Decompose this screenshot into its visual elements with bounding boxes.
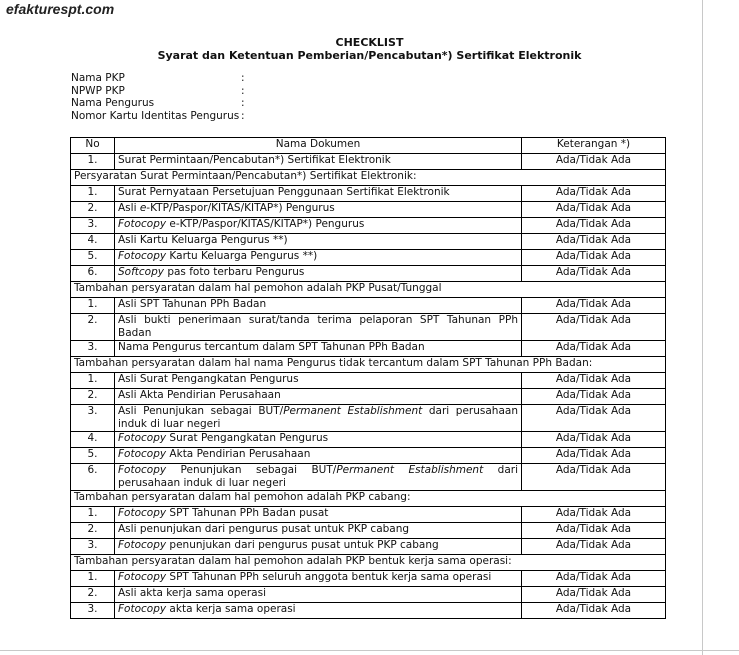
row-number: 2. — [71, 314, 115, 341]
row-document — [115, 389, 522, 405]
row-status: Ada/Tidak Ada — [522, 587, 666, 603]
row-document — [115, 432, 522, 448]
document-text-italic: Softcopy — [118, 266, 164, 278]
table-row — [71, 389, 666, 405]
document-text-italic: Fotocopy — [118, 603, 167, 615]
document-text-italic: Fotocopy — [118, 250, 167, 262]
document-text: Asli — [118, 202, 140, 214]
section-row — [71, 491, 666, 507]
table-row — [71, 603, 666, 619]
row-status: Ada/Tidak Ada — [522, 448, 666, 464]
row-status: Ada/Tidak Ada — [522, 507, 666, 523]
row-document — [115, 341, 522, 357]
row-number: 4. — [71, 234, 115, 250]
field-nomor-kartu — [71, 110, 271, 123]
document-text: Asli Surat Pengangkatan Pengurus — [118, 373, 299, 385]
row-status: Ada/Tidak Ada — [522, 298, 666, 314]
header-doc: Nama Dokumen — [115, 138, 522, 154]
row-document — [115, 603, 522, 619]
row-document — [115, 250, 522, 266]
document-text: SPT Tahunan PPh seluruh anggota bentuk kerja sama operasi — [166, 571, 492, 583]
row-document — [115, 507, 522, 523]
row-number: 1. — [71, 373, 115, 389]
table-row — [71, 218, 666, 234]
document-text-italic: Permanent Establishment — [336, 464, 484, 476]
field-colon: : — [241, 97, 245, 109]
table-row — [71, 587, 666, 603]
table-row — [71, 448, 666, 464]
row-status: Ada/Tidak Ada — [522, 539, 666, 555]
identity-fields — [71, 72, 271, 122]
field-label: Nama PKP — [71, 72, 125, 84]
row-status: Ada/Tidak Ada — [522, 389, 666, 405]
row-document — [115, 234, 522, 250]
row-status: Ada/Tidak Ada — [522, 314, 666, 341]
row-document — [115, 314, 522, 341]
field-label: Nama Pengurus — [71, 97, 155, 109]
document-text: Penunjukan sebagai BUT/ — [166, 464, 337, 476]
row-status: Ada/Tidak Ada — [522, 250, 666, 266]
document-text-italic: Fotocopy — [118, 539, 167, 551]
document-text-italic: Fotocopy — [118, 432, 167, 444]
row-status: Ada/Tidak Ada — [522, 266, 666, 282]
document-text: Surat Pernyataan Persetujuan Penggunaan Sertifikat Elektronik — [118, 186, 450, 198]
document-text-italic: Permanent Establishment — [283, 405, 423, 417]
table-row — [71, 464, 666, 491]
row-number: 2. — [71, 202, 115, 218]
row-number: 5. — [71, 448, 115, 464]
row-document — [115, 186, 522, 202]
field-colon: : — [241, 72, 245, 84]
table-row — [71, 266, 666, 282]
document-text: penunjukan dari pengurus pusat untuk PKP cabang — [166, 539, 439, 551]
section-title: Tambahan persyaratan dalam hal pemohon adalah PKP cabang: — [71, 491, 666, 507]
row-number: 3. — [71, 218, 115, 234]
page-edge-bottom — [0, 650, 739, 651]
document-text: Asli bukti penerimaan surat/tanda terima pelaporan SPT Tahunan PPh Badan — [118, 314, 518, 339]
row-number: 3. — [71, 539, 115, 555]
row-number: 2. — [71, 389, 115, 405]
row-status: Ada/Tidak Ada — [522, 186, 666, 202]
table-row — [71, 234, 666, 250]
row-number: 1. — [71, 571, 115, 587]
row-number: 3. — [71, 603, 115, 619]
document-text: Asli Akta Pendirian Perusahaan — [118, 389, 281, 401]
table-row — [71, 432, 666, 448]
document-text-italic: Fotocopy — [118, 218, 167, 230]
row-status: Ada/Tidak Ada — [522, 432, 666, 448]
table-row — [71, 405, 666, 432]
row-document — [115, 405, 522, 432]
row-number: 1. — [71, 186, 115, 202]
field-label: Nomor Kartu Identitas Pengurus — [71, 109, 240, 122]
row-number: 2. — [71, 587, 115, 603]
table-row — [71, 298, 666, 314]
document-text: Akta Pendirian Perusahaan — [166, 448, 311, 460]
section-row — [71, 555, 666, 571]
row-number: 3. — [71, 405, 115, 432]
row-document — [115, 448, 522, 464]
document-text: Surat Pengangkatan Pengurus — [166, 432, 329, 444]
row-number: 6. — [71, 266, 115, 282]
row-document — [115, 266, 522, 282]
row-document — [115, 464, 522, 491]
header-no: No — [71, 138, 115, 154]
document-title — [0, 36, 739, 62]
document-text: dari perusahaan induk di luar negeri — [118, 464, 519, 489]
document-text: Asli Penunjukan sebagai BUT/ — [118, 405, 284, 417]
section-row — [71, 282, 666, 298]
table-row — [71, 523, 666, 539]
row-document — [115, 571, 522, 587]
document-text-italic: e — [139, 202, 147, 214]
row-number: 1. — [71, 298, 115, 314]
table-row — [71, 314, 666, 341]
document-text-italic: Fotocopy — [118, 448, 167, 460]
field-colon: : — [241, 109, 245, 122]
row-status: Ada/Tidak Ada — [522, 373, 666, 389]
field-npwp-pkp — [71, 85, 271, 98]
row-status: Ada/Tidak Ada — [522, 464, 666, 491]
table-row — [71, 507, 666, 523]
title-line-1: CHECKLIST — [335, 36, 404, 49]
row-status: Ada/Tidak Ada — [522, 202, 666, 218]
row-document — [115, 373, 522, 389]
row-document — [115, 202, 522, 218]
row-number: 1. — [71, 154, 115, 170]
table-row — [71, 571, 666, 587]
table-row — [71, 539, 666, 555]
document-text: Kartu Keluarga Pengurus **) — [166, 250, 318, 262]
table-row — [71, 373, 666, 389]
document-text: Asli Kartu Keluarga Pengurus **) — [118, 234, 288, 246]
row-status: Ada/Tidak Ada — [522, 603, 666, 619]
document-text: akta kerja sama operasi — [166, 603, 296, 615]
row-number: 1. — [71, 507, 115, 523]
document-text: pas foto terbaru Pengurus — [163, 266, 305, 278]
row-document — [115, 539, 522, 555]
row-document — [115, 298, 522, 314]
row-number: 4. — [71, 432, 115, 448]
section-title: Tambahan persyaratan dalam hal pemohon adalah PKP bentuk kerja sama operasi: — [71, 555, 666, 571]
table-row — [71, 341, 666, 357]
field-nama-pkp — [71, 72, 271, 85]
page-edge-right — [702, 0, 703, 655]
section-title: Persyaratan Surat Permintaan/Pencabutan*) Sertifikat Elektronik: — [71, 170, 666, 186]
document-text-italic: Fotocopy — [118, 464, 167, 476]
table-row — [71, 186, 666, 202]
field-label: NPWP PKP — [71, 84, 125, 97]
document-text: Asli penunjukan dari pengurus pusat untuk PKP cabang — [118, 523, 410, 535]
row-document — [115, 218, 522, 234]
document-text: SPT Tahunan PPh Badan pusat — [166, 507, 329, 519]
document-text: Nama Pengurus tercantum dalam SPT Tahunan PPh Badan — [118, 341, 425, 353]
row-document — [115, 587, 522, 603]
table-body — [71, 154, 666, 619]
row-status: Ada/Tidak Ada — [522, 405, 666, 432]
section-title: Tambahan persyaratan dalam hal nama Pengurus tidak tercantum dalam SPT Tahunan PPh Badan: — [71, 357, 666, 373]
row-number: 3. — [71, 341, 115, 357]
title-line-2: Syarat dan Ketentuan Pemberian/Pencabutan*) Sertifikat Elektronik — [157, 49, 582, 62]
section-row — [71, 170, 666, 186]
row-number: 5. — [71, 250, 115, 266]
row-status: Ada/Tidak Ada — [522, 154, 666, 170]
row-number: 2. — [71, 523, 115, 539]
header-ket: Keterangan *) — [522, 138, 666, 154]
row-status: Ada/Tidak Ada — [522, 218, 666, 234]
row-number: 6. — [71, 464, 115, 491]
document-text: dari perusahaan induk di luar negeri — [118, 405, 518, 430]
document-text: -KTP/Paspor/KITAS/KITAP*) Pengurus — [146, 202, 335, 214]
row-status: Ada/Tidak Ada — [522, 234, 666, 250]
table-row — [71, 250, 666, 266]
table-header-row — [71, 138, 666, 154]
row-status: Ada/Tidak Ada — [522, 341, 666, 357]
document-text: Asli SPT Tahunan PPh Badan — [118, 298, 267, 310]
table-row — [71, 154, 666, 170]
section-row — [71, 357, 666, 373]
table-row — [71, 202, 666, 218]
document-text-italic: Fotocopy — [118, 507, 167, 519]
row-status: Ada/Tidak Ada — [522, 571, 666, 587]
row-document: Surat Permintaan/Pencabutan*) Sertifikat Elektronik — [115, 154, 522, 170]
section-title: Tambahan persyaratan dalam hal pemohon adalah PKP Pusat/Tunggal — [71, 282, 666, 298]
document-text: Asli akta kerja sama operasi — [118, 587, 266, 599]
row-document — [115, 523, 522, 539]
field-nama-pengurus — [71, 97, 271, 110]
checklist-table — [70, 137, 666, 619]
document-text-italic: Fotocopy — [118, 571, 167, 583]
document-text: e-KTP/Paspor/KITAS/KITAP*) Pengurus — [166, 218, 365, 230]
site-watermark: efakturespt.com — [6, 1, 115, 17]
field-colon: : — [241, 84, 245, 97]
row-status: Ada/Tidak Ada — [522, 523, 666, 539]
